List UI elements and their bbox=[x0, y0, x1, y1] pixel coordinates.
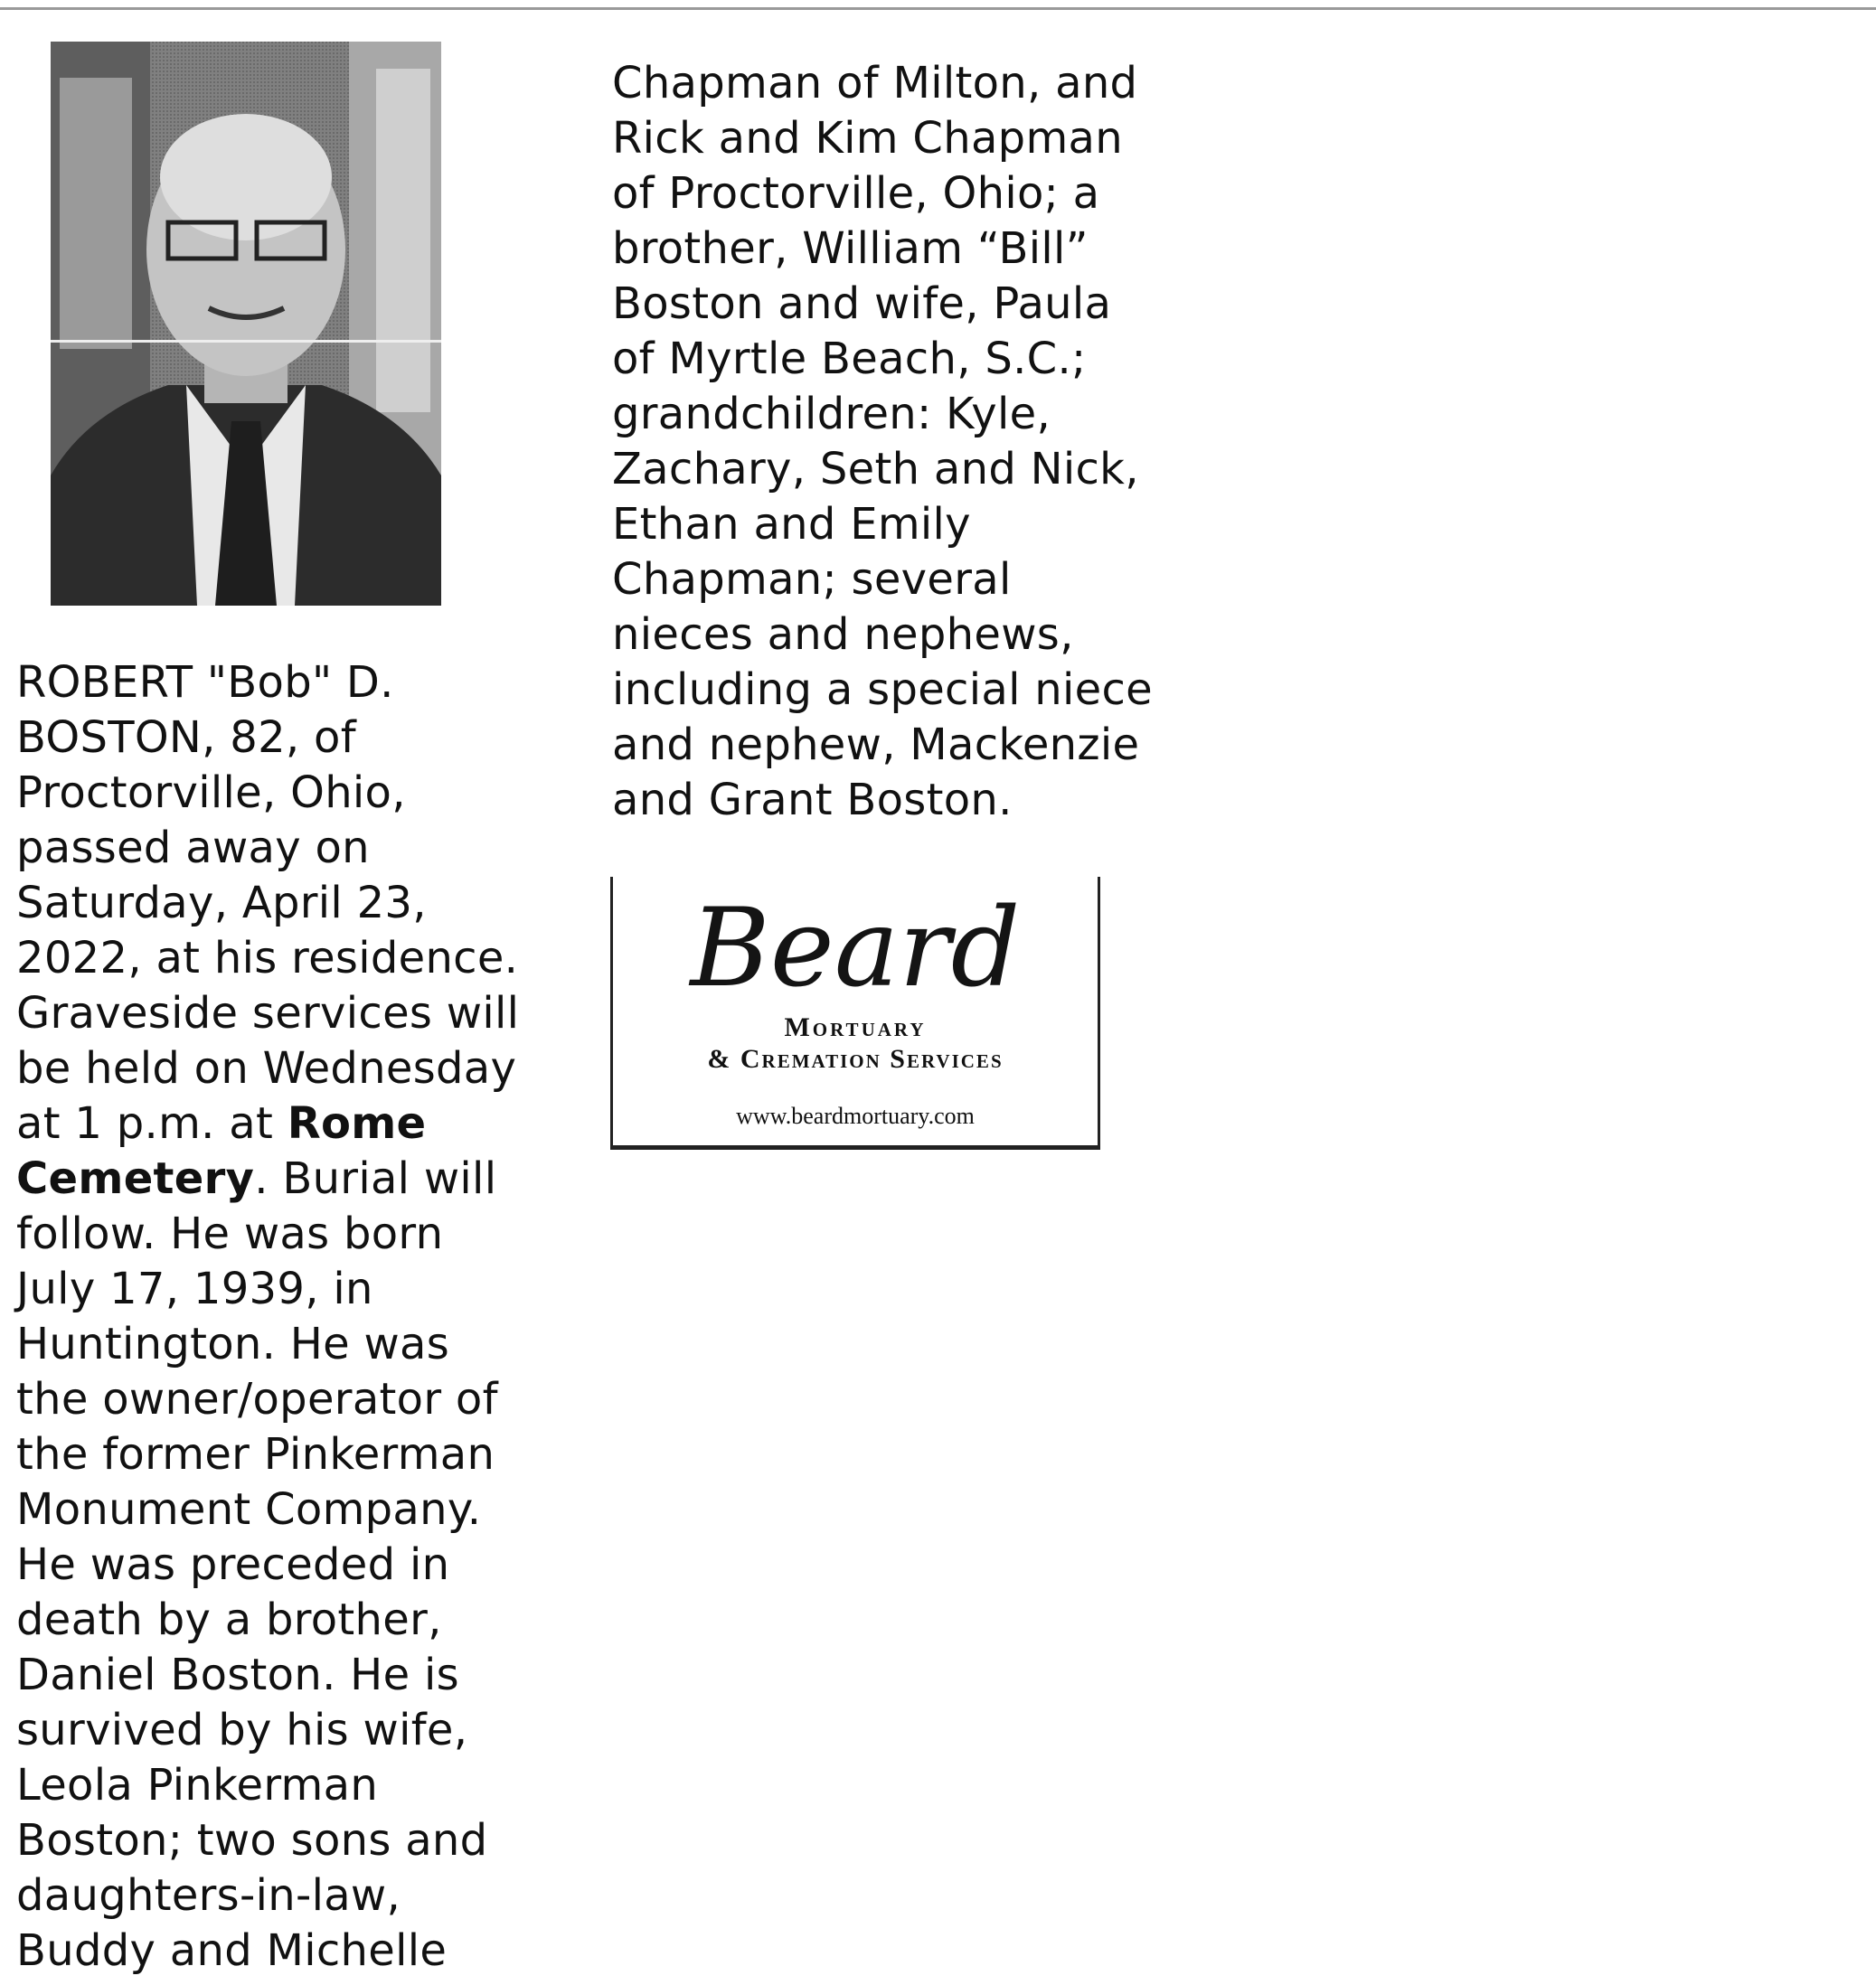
obituary-line: Daniel Boston. He is bbox=[16, 1650, 459, 1700]
obituary-line: Chapman of Milton, and bbox=[612, 58, 1138, 108]
obituary-line: of Proctorville, Ohio; a bbox=[612, 168, 1100, 219]
obituary-line: Saturday, April 23, bbox=[16, 878, 427, 928]
obituary-line: Leola Pinkerman bbox=[16, 1760, 379, 1811]
obituary-line: Boston; two sons and bbox=[16, 1815, 488, 1866]
obituary-line: and nephew, Mackenzie bbox=[612, 720, 1140, 770]
obituary-line: brother, William “Bill” bbox=[612, 223, 1089, 274]
obituary-text: at 1 p.m. at bbox=[16, 1098, 288, 1149]
obituary-line: and Grant Boston. bbox=[612, 775, 1013, 825]
obituary-line bbox=[16, 1152, 519, 1207]
obituary-line: be held on Wednesday bbox=[16, 1043, 517, 1094]
obituary-line: follow. He was born bbox=[16, 1209, 444, 1259]
cemetery-name-bold: Cemetery bbox=[16, 1153, 255, 1204]
portrait-photo bbox=[51, 42, 441, 606]
obituary-line: daughters-in-law, bbox=[16, 1870, 401, 1921]
obituary-line: Graveside services will bbox=[16, 988, 520, 1039]
obituary-line: Rick and Kim Chapman bbox=[612, 113, 1123, 164]
obituary-text: . Burial will bbox=[254, 1153, 497, 1204]
obituary-right-column bbox=[612, 56, 1153, 828]
portrait-image bbox=[51, 42, 441, 606]
mortuary-logo: Beard bbox=[690, 886, 1021, 1011]
obituary-left-column bbox=[16, 655, 519, 1979]
obituary-line: BOSTON, 82, of bbox=[16, 712, 356, 763]
obituary-line: survived by his wife, bbox=[16, 1705, 468, 1755]
obituary-line: 2022, at his residence. bbox=[16, 933, 519, 983]
mortuary-advertisement bbox=[610, 877, 1100, 1150]
mortuary-name: Mortuary bbox=[784, 1012, 927, 1042]
obituary-line: Proctorville, Ohio, bbox=[16, 767, 406, 818]
obituary-line: nieces and nephews, bbox=[612, 609, 1074, 660]
obituary-line: Buddy and Michelle bbox=[16, 1925, 448, 1976]
mortuary-services: & Cremation Services bbox=[707, 1044, 1004, 1074]
page-top-rule bbox=[0, 7, 1876, 10]
obituary-line: Monument Company. bbox=[16, 1484, 482, 1535]
obituary-line: Chapman; several bbox=[612, 554, 1012, 605]
obituary-line: passed away on bbox=[16, 823, 370, 873]
cemetery-name-bold: Rome bbox=[287, 1098, 427, 1149]
obituary-line: grandchildren: Kyle, bbox=[612, 389, 1051, 439]
obituary-line: Huntington. He was bbox=[16, 1319, 450, 1369]
obituary-line: Boston and wife, Paula bbox=[612, 278, 1112, 329]
obituary-line: He was preceded in bbox=[16, 1539, 450, 1590]
obituary-line: Zachary, Seth and Nick, bbox=[612, 444, 1139, 494]
obituary-line bbox=[16, 1096, 519, 1152]
obituary-line: the former Pinkerman bbox=[16, 1429, 495, 1480]
mortuary-website: www.beardmortuary.com bbox=[736, 1103, 975, 1129]
obituary-line: death by a brother, bbox=[16, 1595, 442, 1645]
obituary-line: Ethan and Emily bbox=[612, 499, 971, 550]
obituary-line: July 17, 1939, in bbox=[16, 1264, 373, 1314]
obituary-line: of Myrtle Beach, S.C.; bbox=[612, 334, 1087, 384]
obituary-line: the owner/operator of bbox=[16, 1374, 498, 1425]
obituary-line: ROBERT "Bob" D. bbox=[16, 657, 394, 708]
obituary-line: including a special niece bbox=[612, 664, 1153, 715]
